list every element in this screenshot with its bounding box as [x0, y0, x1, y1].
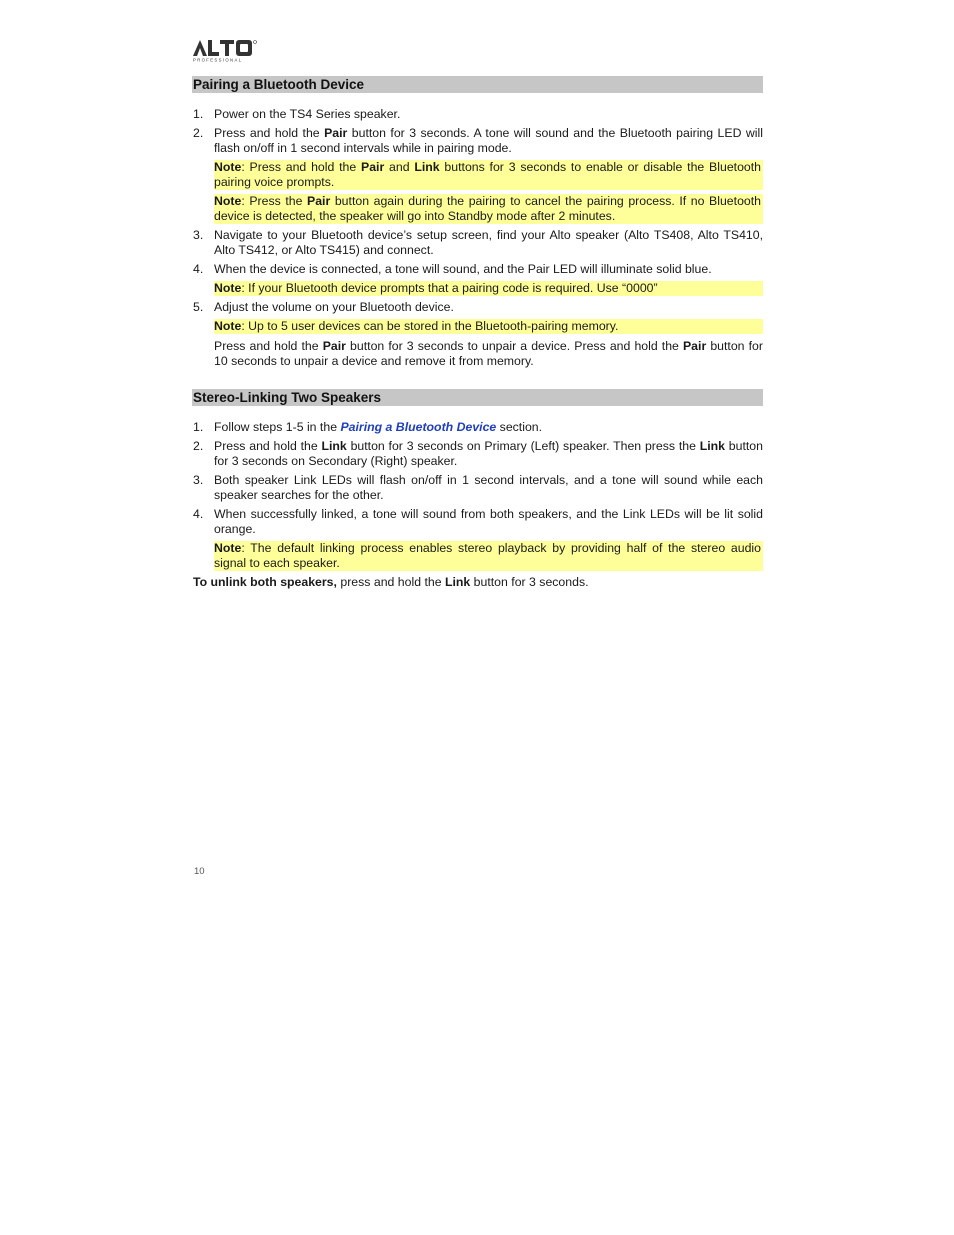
alto-logo-mark: [193, 40, 257, 62]
note-memory: Note: Up to 5 user devices can be stored in the Bluetooth-pairing memory.: [214, 319, 763, 334]
step-5: 5. Adjust the volume on your Bluetooth device.: [193, 300, 454, 314]
section-title-stereo-linking: Stereo-Linking Two Speakers: [192, 389, 763, 406]
note-stereo-playback: Note: The default linking process enables stereo playback by providing half of the stereo audio signal to each speaker.: [214, 541, 761, 570]
linking-steps: [193, 420, 763, 594]
step-2: 2. Press and hold the Pair button for 3 seconds. A tone will sound and the Bluetooth pairing LED will flash on/off in 1 second intervals while in pairing mode.: [193, 126, 763, 155]
alto-logo: [193, 40, 257, 62]
link-step-4: 4. When successfully linked, a tone will sound from both speakers, and the Link LEDs will be lit solid orange.: [193, 507, 763, 536]
note-voice-prompts: Note: Press and hold the Pair and Link buttons for 3 seconds to enable or disable the Bluetooth pairing voice prompts.: [214, 160, 762, 189]
link-step-1: 1. Follow steps 1-5 in the Pairing a Bluetooth Device section.: [193, 420, 543, 434]
unpair-instructions: Press and hold the Pair button for 3 seconds to unpair a device. Press and hold the Pair button for 10 seconds to unpair a device and remove it from memory.: [214, 339, 763, 368]
logo-subtitle: PROFESSIONAL: [193, 57, 243, 62]
link-step-2: 2. Press and hold the Link button for 3 seconds on Primary (Left) speaker. Then press the Link button for 3 seconds on Secondary (Right) speaker.: [193, 439, 763, 468]
note-cancel-pairing: Note: Press the Pair button again during the pairing to cancel the pairing process. If no Bluetooth device is detected, the speaker will go into Standby mode after 2 minutes.: [214, 194, 761, 223]
note-pairing-code: Note: If your Bluetooth device prompts that a pairing code is required. Use “0000”: [214, 281, 763, 296]
step-4: 4. When the device is connected, a tone will sound, and the Pair LED will illuminate solid blue.: [193, 262, 712, 276]
unlink-instructions: To unlink both speakers, press and hold the Link button for 3 seconds.: [193, 575, 589, 589]
pairing-steps: [193, 107, 763, 373]
link-step-3: 3. Both speaker Link LEDs will flash on/off in 1 second intervals, and a tone will sound while each speaker searches for the other.: [193, 473, 763, 502]
pairing-section-link[interactable]: Pairing a Bluetooth Device: [340, 420, 497, 434]
step-3: 3. Navigate to your Bluetooth device’s setup screen, find your Alto speaker (Alto TS408, Alto TS410, Alto TS412, or Alto TS415) and connect.: [193, 228, 763, 257]
page-number: 10: [194, 866, 205, 877]
step-1: 1. Power on the TS4 Series speaker.: [193, 107, 401, 121]
section-title-pairing: Pairing a Bluetooth Device: [192, 76, 763, 93]
